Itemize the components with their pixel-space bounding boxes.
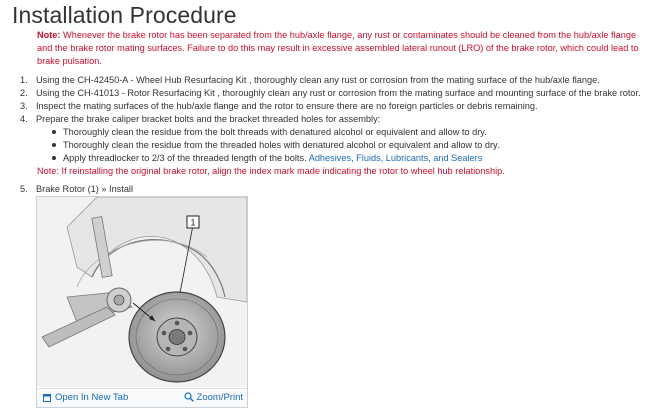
substep-text: Thoroughly clean the residue from the threaded holes with denatured alcohol or equivalent and allow to dry. xyxy=(63,140,500,150)
page-title: Installation Procedure xyxy=(12,2,237,28)
bullet-icon xyxy=(52,156,56,160)
substep-1 xyxy=(52,126,487,138)
step-number: 1. xyxy=(20,75,28,85)
step-number: 4. xyxy=(20,114,28,124)
note-label: Note: xyxy=(37,30,61,40)
bullet-icon xyxy=(52,143,56,147)
open-new-tab-label: Open In New Tab xyxy=(55,392,129,403)
note-text: If reinstalling the original brake rotor, align the index mark made indicating the rotor to wheel hub relationship. xyxy=(58,166,505,176)
substep-2 xyxy=(52,139,500,151)
step-4 xyxy=(20,113,380,125)
magnifier-icon xyxy=(184,392,194,402)
reinstall-note xyxy=(37,165,505,177)
zoom-print-link[interactable] xyxy=(184,392,243,403)
step-text: Inspect the mating surfaces of the hub/axle flange and the rotor to ensure there are no foreign particles or debris remaining. xyxy=(36,101,538,111)
step-number: 5. xyxy=(20,184,28,194)
step-3 xyxy=(20,100,538,112)
step-number: 2. xyxy=(20,88,28,98)
adhesives-link[interactable]: Adhesives, Fluids, Lubricants, and Sealers xyxy=(308,153,483,163)
step-text: Using the CH-41013 - Rotor Resurfacing Kit , thoroughly clean any rust or corrosion from the mating surface and mounting surface of the brake rotor. xyxy=(36,88,641,98)
step-number: 3. xyxy=(20,101,28,111)
new-tab-icon xyxy=(43,393,52,402)
note-label: Note: xyxy=(37,166,59,176)
zoom-print-label: Zoom/Print xyxy=(196,392,243,403)
figure-toolbar xyxy=(37,388,247,407)
step-text: Prepare the brake caliper bracket bolts and the bracket threaded holes for assembly: xyxy=(36,114,381,124)
step-2 xyxy=(20,87,641,99)
note-text: Whenever the brake rotor has been separated from the hub/axle flange, any rust or contaminates should be cleaned from the hub/axle flange and the brake rotor mating surfaces. Failure to do this may result in excessive assembled lateral runout (LRO) of the brake rotor, which could lead to brake pulsation. xyxy=(37,30,639,66)
step-text: Using the CH-42450-A - Wheel Hub Resurfacing Kit , thoroughly clean any rust or corrosion from the mating surface of the hub/axle flange. xyxy=(36,75,600,85)
step-text: Brake Rotor (1) » Install xyxy=(36,184,134,194)
step-5 xyxy=(20,183,133,195)
step-1 xyxy=(20,74,600,86)
substep-text: Thoroughly clean the residue from the bolt threads with denatured alcohol or equivalent and allow to dry. xyxy=(63,127,487,137)
warning-note xyxy=(37,29,645,68)
substep-3 xyxy=(52,152,482,164)
substep-text: Apply threadlocker to 2/3 of the threaded length of the bolts. xyxy=(63,153,307,163)
open-new-tab-link[interactable] xyxy=(43,392,128,403)
figure-callout: 1 xyxy=(190,217,196,228)
brake-rotor-figure xyxy=(36,196,248,408)
bullet-icon xyxy=(52,130,56,134)
brake-rotor-illustration xyxy=(37,197,247,387)
